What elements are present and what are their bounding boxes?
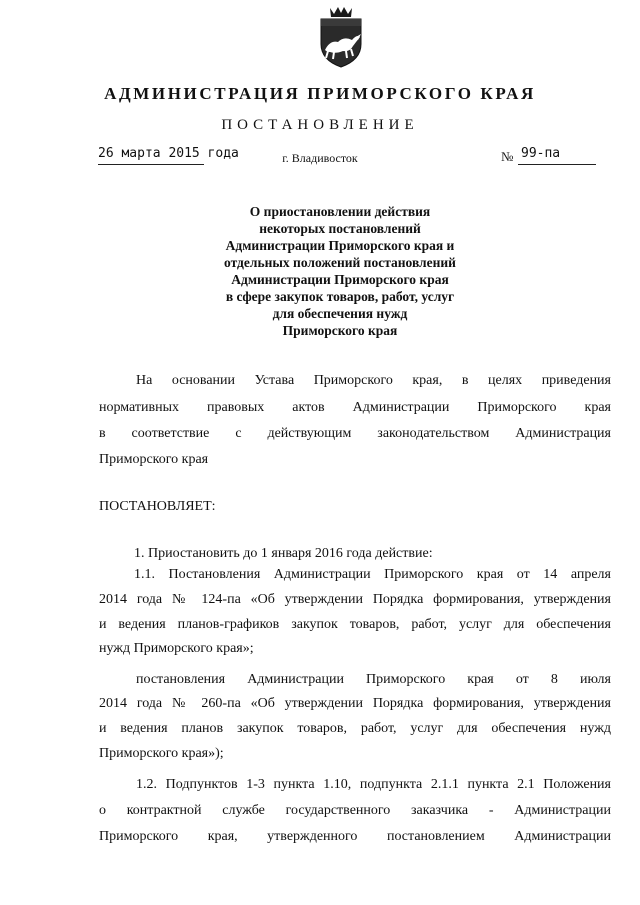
- resolution-keyword: ПОСТАНОВЛЯЕТ:: [99, 499, 216, 514]
- title-line: некоторых постановлений: [259, 221, 421, 236]
- title-line: в сфере закупок товаров, работ, услуг: [225, 289, 455, 304]
- body-text-line: 1.2. Подпунктов 1-3 пункта 1.10, подпункта 2.1.1 пункта 2.1 Положения: [136, 777, 611, 792]
- body-text-line: нужд Приморского края»;: [99, 641, 254, 656]
- title-line: О приостановлении действия: [249, 204, 431, 219]
- number-sign: №: [501, 149, 514, 164]
- body-text-line: Приморского края, утвержденного постановлением Администрации: [99, 829, 611, 844]
- document-title: [140, 203, 540, 339]
- title-line: Приморского края: [282, 323, 398, 338]
- body-text-line: нормативных правовых актов Администрации Приморского края: [99, 400, 611, 415]
- body-text-line: 1. Приостановить до 1 января 2016 года действие:: [134, 546, 433, 561]
- body-text-line: 2014 года № 260-па «Об утверждении Порядка формирования, утверждения: [99, 696, 611, 711]
- title-line: Администрации Приморского края: [231, 272, 449, 287]
- body-text-line: 2014 года № 124-па «Об утверждении Порядка формирования, утверждения: [99, 592, 611, 607]
- body-text-line: о контрактной службе государственного заказчика - Администрации: [99, 803, 611, 818]
- body-text-line: постановления Администрации Приморского края от 8 июля: [136, 672, 611, 687]
- body-text-line: и ведения планов-графиков закупок товаров, работ, услуг для обеспечения: [99, 617, 611, 632]
- body-text-line: На основании Устава Приморского края, в целях приведения: [136, 373, 611, 388]
- document-type: ПОСТАНОВЛЕНИЕ: [221, 117, 419, 133]
- title-line: Администрации Приморского края и: [225, 238, 455, 253]
- document-city: г. Владивосток: [282, 151, 358, 165]
- organization-name: АДМИНИСТРАЦИЯ ПРИМОРСКОГО КРАЯ: [104, 84, 536, 103]
- body-text-line: 1.1. Постановления Администрации Приморского края от 14 апреля: [134, 567, 611, 582]
- body-text-line: в соответствие с действующим законодательством Администрация: [99, 426, 611, 441]
- body-text-line: Приморского края»);: [99, 746, 224, 761]
- body-text-line: Приморского края: [99, 452, 209, 467]
- document-date: 26 марта 2015 года: [98, 146, 239, 161]
- title-line: для обеспечения нужд: [272, 306, 408, 321]
- coat-of-arms-emblem: [316, 4, 366, 70]
- document-number: 99-па: [521, 146, 561, 161]
- body-text-line: и ведения планов закупок товаров, работ, услуг для обеспечения нужд: [99, 721, 611, 736]
- number-underline: [518, 164, 596, 165]
- title-line: отдельных положений постановлений: [224, 255, 456, 270]
